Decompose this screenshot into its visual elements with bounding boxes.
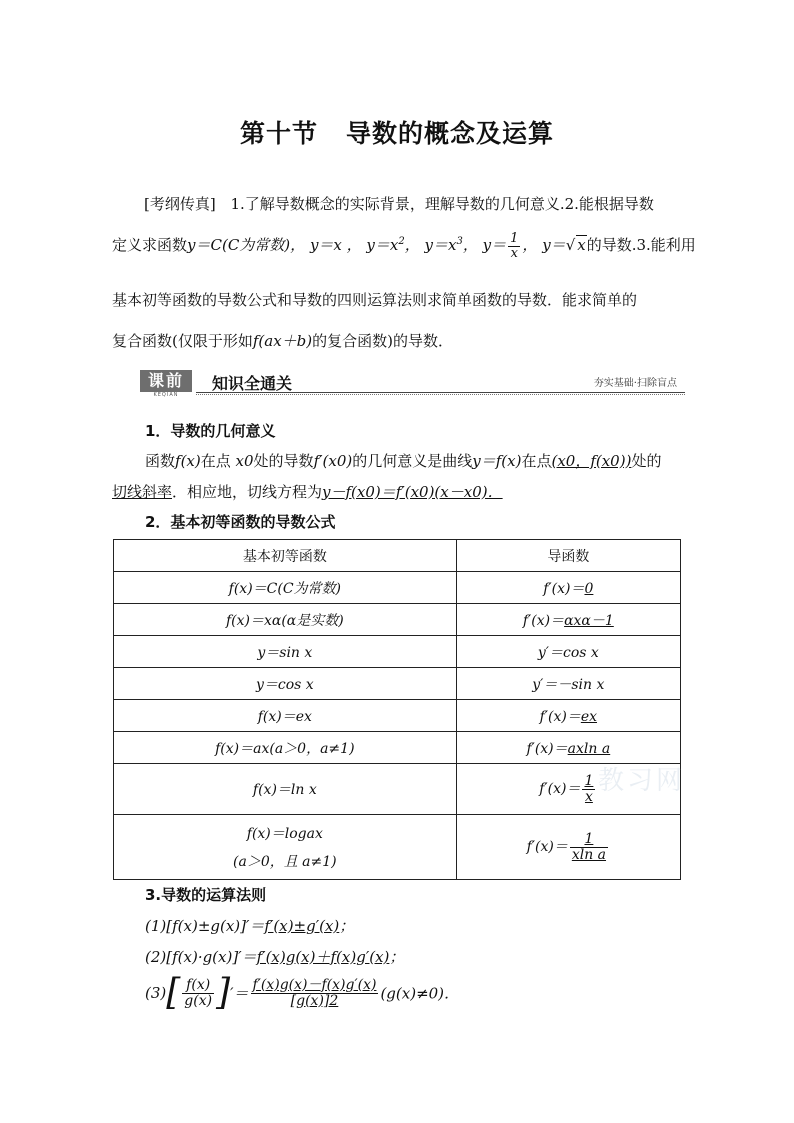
rule-quotient: (3)[ $\frac{f(x)}{g(x)}$ ]′＝ $\frac{f'(x)g(x)-f(x)g'(x)}{[g(x)]2}$ (g(x)≠0)．: [145, 972, 460, 1013]
banner-rule: [196, 392, 685, 393]
s1-text-g: ．相应地，切线方程为: [172, 483, 323, 501]
banner-badge: 课前: [140, 370, 192, 392]
col-header-derivative: 导函数: [456, 540, 680, 572]
intro-line-1: [112, 193, 654, 214]
fn-reciprocal: y＝ $\frac{1}{x}$ ，: [482, 231, 538, 261]
banner-badge-sub: KEQIAN: [153, 392, 179, 398]
cell-function: f(x)＝ax(a＞0，a≠1): [114, 732, 457, 764]
title-topic: 导数的概念及运算: [346, 119, 555, 148]
section-banner: [140, 370, 685, 396]
table-row: [114, 815, 681, 880]
table-row: [114, 572, 681, 604]
syllabus-tag: [考纲传真]: [144, 195, 216, 213]
cell-function: y＝cos x: [114, 668, 457, 700]
title-section-number: 第十节: [239, 119, 318, 148]
intro-text-4a: 复合函数(仅限于形如: [112, 332, 253, 350]
watermark: 教习网: [598, 766, 686, 796]
banner-rule-dotted: [196, 394, 685, 395]
fn-composite: f(ax＋b): [252, 332, 313, 350]
fn-x: y＝x ，: [309, 236, 362, 255]
intro-line-3: 基本初等函数的导数公式和导数的四则运算法则求简单函数的导数．能求简单的: [112, 291, 638, 309]
s1-tangent-eq: y－f(x0)＝f′(x0)(x－x0)．: [322, 483, 503, 501]
cell-function: f(x)＝C(C为常数): [114, 572, 457, 604]
table-row: [114, 764, 681, 815]
cell-derivative: f′(x)＝ $\frac{1}{x}$: [456, 764, 680, 815]
s1-slope: 切线斜率: [112, 483, 173, 501]
cell-derivative: f′(x)＝axln a: [456, 732, 680, 764]
s1-text-d: 的几何意义是曲线: [352, 452, 473, 470]
table-row: [114, 604, 681, 636]
rule-sum: (1)[f(x)±g(x)]′＝f′(x)±g′(x)；: [145, 917, 355, 935]
fn-x-squared: $y=x^2$，: [366, 236, 420, 255]
s1-text-c: 处的导数: [253, 452, 314, 470]
page-title: [0, 114, 794, 150]
section3-heading: 3.导数的运算法则: [145, 886, 267, 904]
table-header-row: [114, 540, 681, 572]
table-row: [114, 700, 681, 732]
cell-derivative: y′＝cos x: [456, 636, 680, 668]
table-row: [114, 636, 681, 668]
cell-function: f(x)＝ln x: [114, 764, 457, 815]
intro-text-4b: 的复合函数)的导数．: [312, 332, 453, 350]
s1-point: (x0，f(x0)): [551, 452, 632, 470]
fn-sqrt: y＝√ x: [542, 236, 586, 255]
s1-fx: f(x): [175, 452, 201, 470]
intro-text-2-end: 的导数.3.能利用: [586, 236, 696, 255]
cell-derivative: f′(x)＝ $\frac{1}{\text{xln a}}$: [456, 815, 680, 880]
s1-text-e: 在点: [521, 452, 552, 470]
s1-text-f: 处的: [631, 452, 662, 470]
s1-fprime: f′(x0): [313, 452, 353, 470]
cell-derivative: f′(x)＝αxα－1: [456, 604, 680, 636]
section1-line-2: [112, 481, 503, 502]
cell-derivative: f′(x)＝ex: [456, 700, 680, 732]
derivative-formula-table: [113, 539, 681, 880]
s1-text-b: 在点: [200, 452, 231, 470]
banner-title: 知识全通关: [212, 374, 293, 393]
cell-derivative: f′(x)＝0: [456, 572, 680, 604]
table-row: [114, 668, 681, 700]
cell-function: y＝sin x: [114, 636, 457, 668]
s1-curve: y＝f(x): [472, 452, 522, 470]
cell-function: f(x)＝ex: [114, 700, 457, 732]
table-row: [114, 732, 681, 764]
intro-text-2: 定义求函数: [112, 236, 188, 255]
col-header-function: 基本初等函数: [114, 540, 457, 572]
cell-function: f(x)＝logax (a＞0，且 a≠1): [114, 815, 457, 880]
intro-line-2: [112, 232, 696, 260]
s1-x0: x0: [235, 452, 254, 470]
cell-function: f(x)＝xα(α是实数): [114, 604, 457, 636]
section2-heading: 2．基本初等函数的导数公式: [145, 513, 336, 531]
section1-heading: 1．导数的几何意义: [145, 422, 276, 440]
cell-derivative: y′＝－sin x: [456, 668, 680, 700]
fn-constant: y＝C(C为常数)，: [187, 236, 306, 255]
banner-slogan: 夯实基础·扫除盲点: [593, 378, 677, 389]
fn-x-cubed: $y=x^3$，: [424, 236, 478, 255]
rule-product: (2)[f(x)·g(x)]′＝f′(x)g(x)＋f(x)g′(x)；: [145, 948, 405, 966]
section1-line-1: [145, 450, 661, 471]
intro-text-1: 1.了解导数概念的实际背景，理解导数的几何意义.2.能根据导数: [230, 195, 654, 213]
s1-text-a: 函数: [145, 452, 176, 470]
intro-line-4: [112, 330, 453, 351]
